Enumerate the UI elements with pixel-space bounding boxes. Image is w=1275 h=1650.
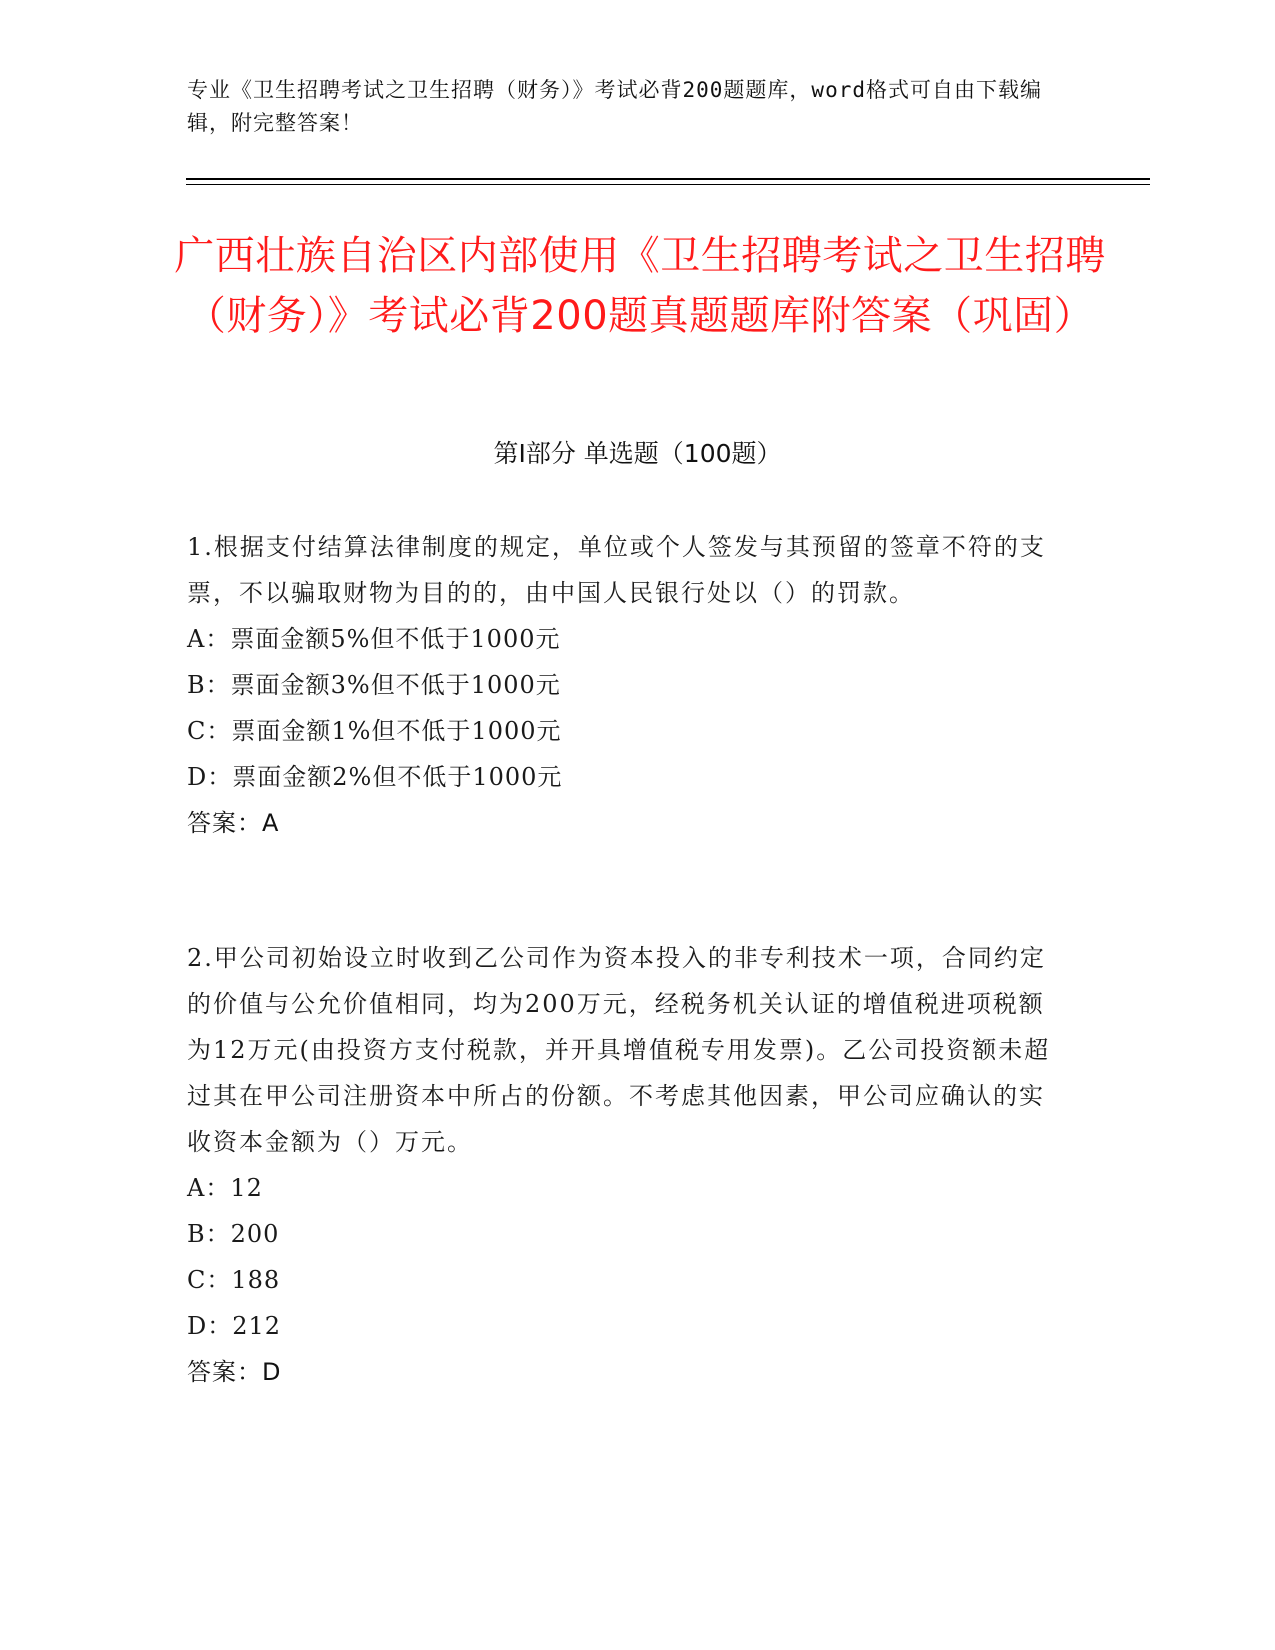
question-2 [187,935,1067,1395]
header-rule-thick [186,178,1150,180]
header-rule-thin [186,184,1150,185]
question-stem: 1.根据支付结算法律制度的规定，单位或个人签发与其预留的签章不符的支票，不以骗取财物为目的的，由中国人民银行处以（）的罚款。 [187,533,1046,607]
answer: 答案：D [187,1358,282,1386]
header-note: 专业《卫生招聘考试之卫生招聘（财务）》考试必背200题题库，word格式可自由下载编辑，附完整答案！ [187,78,1042,135]
option-c: C：票面金额1%但不低于1000元 [187,717,562,745]
question-1 [187,524,1067,846]
option-a: A：票面金额5%但不低于1000元 [187,625,561,653]
option-b: B：票面金额3%但不低于1000元 [187,671,561,699]
question-stem: 2.甲公司初始设立时收到乙公司作为资本投入的非专利技术一项，合同约定的价值与公允价值相同，均为200万元，经税务机关认证的增值税进项税额为12万元(由投资方支付税款，并开具增值税专用发票)。乙公司投资额未超过其在甲公司注册资本中所占的份额。不考虑其他因素，甲公司应确认的实收资本金额为（）万元。 [187,944,1051,1156]
option-d: D：票面金额2%但不低于1000元 [187,763,563,791]
option-d: D：212 [187,1312,282,1340]
option-c: C：188 [187,1266,281,1294]
answer: 答案：A [187,809,280,837]
document-title: 广西壮族自治区内部使用《卫生招聘考试之卫生招聘（财务）》考试必背200题真题题库附答案（巩固） [174,233,1106,339]
option-a: A：12 [187,1174,263,1202]
option-b: B：200 [187,1220,280,1248]
section-heading: 第Ⅰ部分 单选题（100题） [493,439,782,468]
